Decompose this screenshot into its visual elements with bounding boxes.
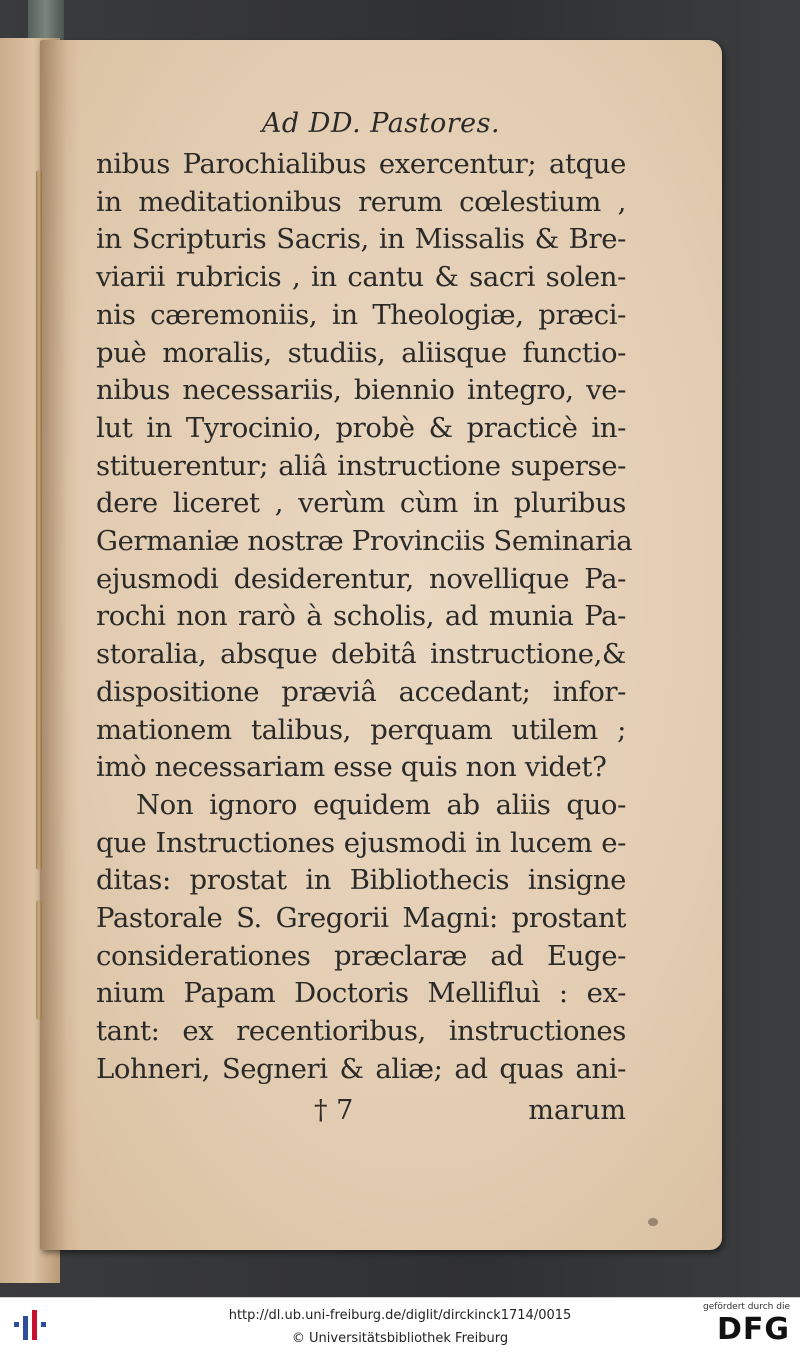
text-line: nibus necessariis, biennio integro, ve- (96, 374, 626, 407)
text-line: Germaniæ nostræ Provinciis Seminaria (96, 525, 633, 558)
copyright-notice: © Universitätsbibliothek Freiburg (291, 1331, 509, 1346)
text-line: puè moralis, studiis, aliisque functio- (96, 336, 626, 369)
viewer-footer (0, 1297, 800, 1354)
text-line: in meditationibus rerum cœlestium , (96, 185, 626, 218)
text-line: Pastorale S. Gregorii Magni: prostant (96, 902, 626, 935)
permalink[interactable]: http://dl.ub.uni-freiburg.de/diglit/dirckinck1714/0015 (228, 1308, 572, 1323)
text-line: ejusmodi desiderentur, novellique Pa- (96, 562, 626, 595)
text-line: nium Papam Doctoris Mellifluì : ex- (96, 977, 626, 1010)
binding-crease (36, 170, 42, 870)
text-line: dispositione præviâ accedant; infor- (96, 675, 626, 708)
text-line: que Instructiones ejusmodi in lucem e- (96, 826, 626, 859)
text-line: viarii rubricis , in cantu & sacri solen- (96, 261, 626, 294)
funding-note: gefördert durch die (703, 1302, 790, 1312)
page-footer-row (96, 1095, 626, 1126)
text-line: nis cæremoniis, in Theologiæ, præci- (96, 298, 626, 331)
text-line: nibus Parochialibus exercentur; atque (96, 148, 626, 180)
text-line: considerationes præclaræ ad Euge- (96, 939, 626, 972)
paper-stain (648, 1218, 658, 1226)
signature-mark: † 7 (314, 1094, 354, 1126)
binding-crease (36, 900, 42, 1020)
dfg-logo[interactable]: DFG (716, 1312, 790, 1347)
text-line: Non ignoro equidem ab aliis quo- (136, 788, 626, 821)
text-line: Lohneri, Segneri & aliæ; ad quas ani- (96, 1052, 626, 1085)
text-line: lut in Tyrocinio, probè & practicè in- (96, 411, 626, 444)
text-line: stituerentur; aliâ instructione superse- (96, 449, 626, 482)
text-line: in Scripturis Sacris, in Missalis & Bre- (96, 223, 626, 256)
binding-tab (28, 0, 64, 42)
text-line: imò necessariam esse quis non videt? (96, 751, 607, 784)
page-text (96, 108, 633, 1126)
text-line: tant: ex recentioribus, instructiones (96, 1015, 626, 1048)
catchword: marum (528, 1094, 626, 1126)
running-head: Ad DD. Pastores. (261, 108, 501, 139)
text-line: storalia, absque debitâ instructione,& (96, 638, 626, 671)
page-gutter (40, 40, 80, 1250)
text-line: ditas: prostat in Bibliothecis insigne (96, 864, 626, 897)
text-line: rochi non rarò à scholis, ad munia Pa- (96, 600, 626, 633)
text-line: dere liceret , verùm cùm in pluribus (96, 487, 626, 520)
text-line: mationem talibus, perquam utilem ; (96, 713, 626, 746)
